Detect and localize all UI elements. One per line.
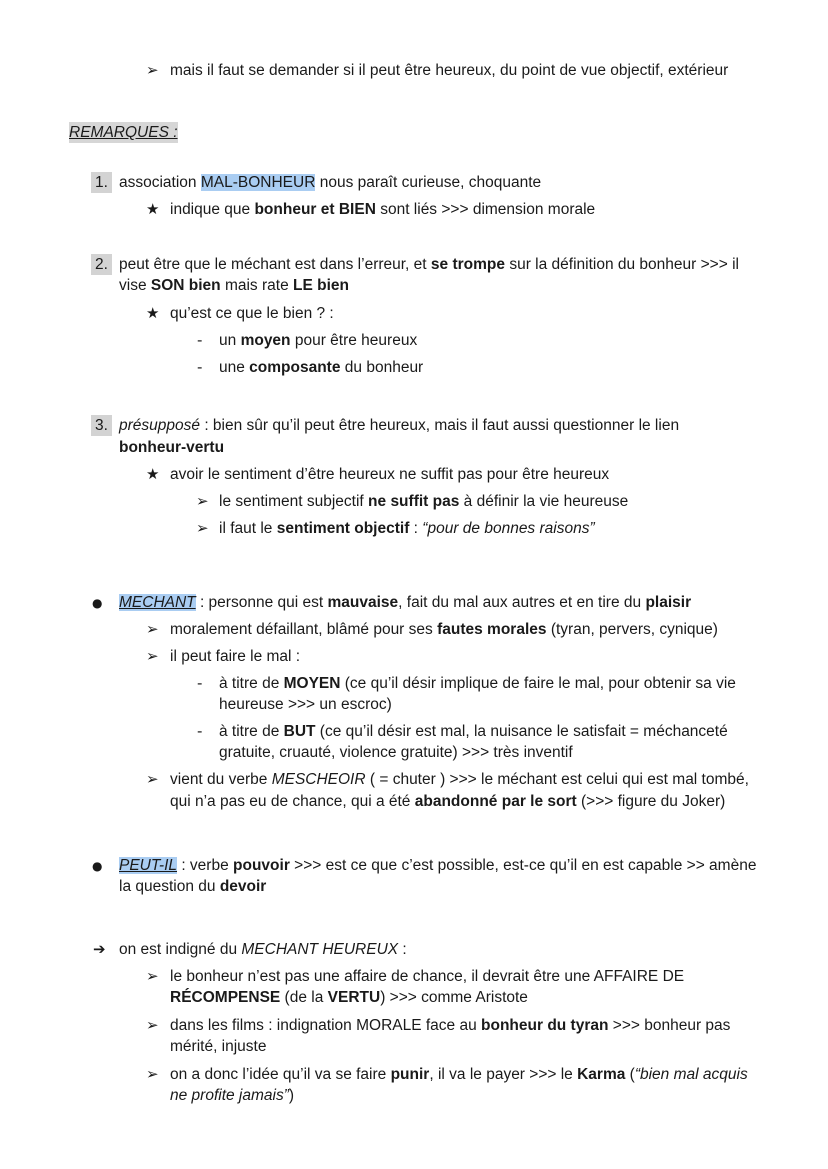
indigne-item-1-line-2: RÉCOMPENSE (de la VERTU) >>> comme Aristote <box>170 989 528 1006</box>
remark-2-star: qu’est ce que le bien ? : <box>170 305 334 322</box>
mechant-definition: MECHANT : personne qui est mauvaise, fait du mal aux autres et en tire du plaisir <box>119 594 692 611</box>
arrow-bullet-icon: ➢ <box>146 61 159 79</box>
indigne-item-3-line-2: ne profite jamais”) <box>170 1087 295 1104</box>
remark-2-line-2: vise SON bien mais rate LE bien <box>119 277 349 294</box>
list-number: 2. <box>91 254 112 275</box>
list-number: 1. <box>91 172 112 193</box>
star-bullet-icon: ★ <box>146 465 160 483</box>
arrow-bullet-icon: ➢ <box>146 647 159 665</box>
arrow-bullet-icon: ➢ <box>146 1065 159 1083</box>
mechant-but-line-2: gratuite, cruauté, violence gratuite) >>> très inventif <box>219 744 573 761</box>
mechant-but-line-1: à titre de BUT (ce qu’il désir est mal, la nuisance le satisfait = méchanceté <box>219 723 728 740</box>
star-bullet-icon: ★ <box>146 200 160 218</box>
star-bullet-icon: ★ <box>146 304 160 322</box>
round-bullet-icon: ● <box>92 859 103 873</box>
dash-bullet-icon: - <box>197 722 203 740</box>
round-bullet-icon: ● <box>92 596 103 610</box>
dash-bullet-icon: - <box>197 331 203 349</box>
peutil-line-1: PEUT-IL : verbe pouvoir >>> est ce que c’est possible, est-ce qu’il en est capable >> amène <box>119 857 757 874</box>
mechant-moyen-line-1: à titre de MOYEN (ce qu’il désir implique de faire le mal, pour obtenir sa vie <box>219 675 736 692</box>
remark-2-dash-1: un moyen pour être heureux <box>219 332 418 349</box>
arrow-right-icon: ➔ <box>93 940 106 958</box>
peutil-line-2: la question du devoir <box>119 878 267 895</box>
arrow-bullet-icon: ➢ <box>196 492 209 510</box>
indigne-item-1-line-1: le bonheur n’est pas une affaire de chance, il devrait être une AFFAIRE DE <box>170 968 685 985</box>
mechant-sub-3-line-2: qui n’a pas eu de chance, qui a été abandonné par le sort (>>> figure du Joker) <box>170 793 726 810</box>
text-line: mais il faut se demander si il peut être heureux, du point de vue objectif, extérieur <box>170 62 729 79</box>
remark-3-line-2: bonheur-vertu <box>119 439 225 456</box>
remark-1-text: association MAL-BONHEUR nous paraît curieuse, choquante <box>119 174 542 191</box>
list-number: 3. <box>91 415 112 436</box>
dash-bullet-icon: - <box>197 358 203 376</box>
arrow-bullet-icon: ➢ <box>146 967 159 985</box>
arrow-bullet-icon: ➢ <box>146 620 159 638</box>
remark-3-line-1: présupposé : bien sûr qu’il peut être heureux, mais il faut aussi questionner le lien <box>119 417 680 434</box>
dash-bullet-icon: - <box>197 674 203 692</box>
remark-3-arrow-1: le sentiment subjectif ne suffit pas à définir la vie heureuse <box>219 493 629 510</box>
indigne-item-3-line-1: on a donc l’idée qu’il va se faire punir, il va le payer >>> le Karma (“bien mal acquis <box>170 1066 748 1083</box>
mechant-moyen-line-2: heureuse >>> un escroc) <box>219 696 392 713</box>
remark-1-star: indique que bonheur et BIEN sont liés >>> dimension morale <box>170 201 596 218</box>
arrow-bullet-icon: ➢ <box>146 1016 159 1034</box>
mechant-sub-3-line-1: vient du verbe MESCHEOIR ( = chuter ) >>> le méchant est celui qui est mal tombé, <box>170 771 749 788</box>
mechant-sub-2: il peut faire le mal : <box>170 648 301 665</box>
arrow-bullet-icon: ➢ <box>146 770 159 788</box>
remarques-heading: REMARQUES : <box>69 124 178 141</box>
remark-2-line-1: peut être que le méchant est dans l’erreur, et se trompe sur la définition du bonheur >>> il <box>119 256 739 273</box>
indigne-item-2-line-2: mérité, injuste <box>170 1038 267 1055</box>
indigne-item-2-line-1: dans les films : indignation MORALE face au bonheur du tyran >>> bonheur pas <box>170 1017 731 1034</box>
indigne-heading: on est indigné du MECHANT HEUREUX : <box>119 941 407 958</box>
mechant-sub-1: moralement défaillant, blâmé pour ses fautes morales (tyran, pervers, cynique) <box>170 621 718 638</box>
remark-3-arrow-2: il faut le sentiment objectif : “pour de bonnes raisons” <box>219 520 595 537</box>
arrow-bullet-icon: ➢ <box>196 519 209 537</box>
remark-2-dash-2: une composante du bonheur <box>219 359 424 376</box>
remark-3-star: avoir le sentiment d’être heureux ne suffit pas pour être heureux <box>170 466 610 483</box>
